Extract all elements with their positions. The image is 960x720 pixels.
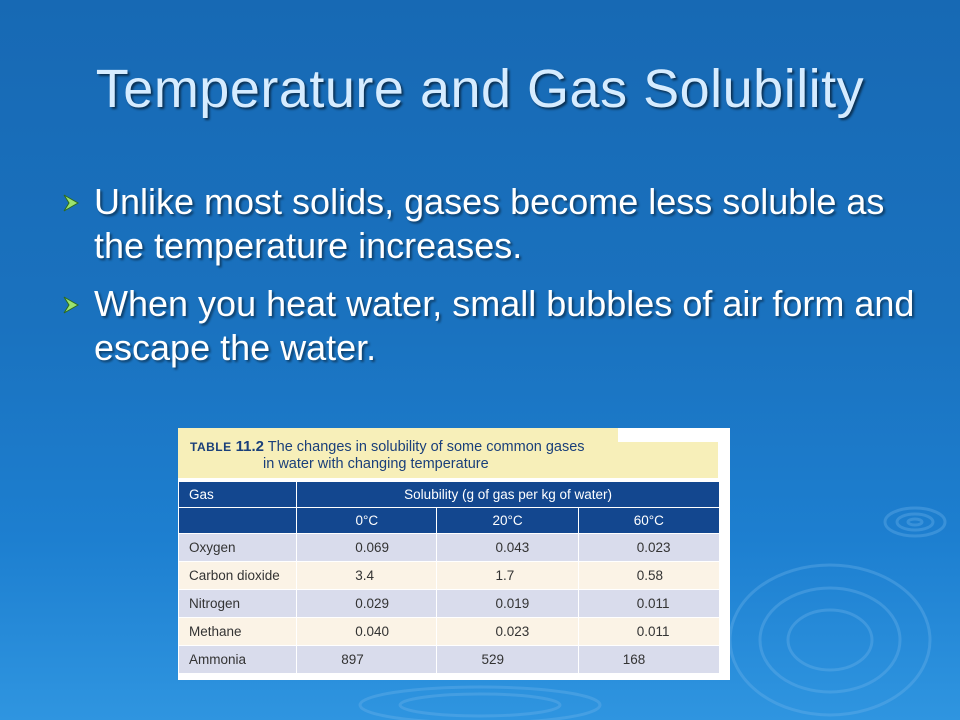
value-60c: 0.023	[578, 534, 719, 562]
solubility-table	[178, 481, 720, 674]
value-60c: 0.011	[578, 618, 719, 646]
value-0c: 0.029	[297, 590, 437, 618]
gas-name: Nitrogen	[179, 590, 297, 618]
arrow-bullet-icon	[60, 294, 82, 316]
caption-line-2: in water with changing temperature	[263, 456, 489, 472]
table-row	[179, 562, 720, 590]
solubility-table-figure	[178, 428, 730, 680]
table-row	[179, 646, 720, 674]
value-20c: 1.7	[437, 562, 578, 590]
bullet-list	[60, 180, 930, 384]
gas-name: Oxygen	[179, 534, 297, 562]
value-60c: 168	[578, 646, 719, 674]
header-gas: Gas	[179, 482, 297, 508]
header-temp-60: 60°C	[578, 508, 719, 534]
bullet-item	[60, 282, 930, 370]
gas-name: Ammonia	[179, 646, 297, 674]
arrow-bullet-icon	[60, 192, 82, 214]
table-label: TABLE	[190, 440, 232, 454]
bullet-text: Unlike most solids, gases become less soluble as the temperature increases.	[94, 181, 885, 266]
header-temp-20: 20°C	[437, 508, 578, 534]
table-number: 11.2	[235, 438, 265, 455]
table-row	[179, 590, 720, 618]
bullet-text: When you heat water, small bubbles of air form and escape the water.	[94, 283, 915, 368]
header-temp-0: 0°C	[297, 508, 437, 534]
value-20c: 0.043	[437, 534, 578, 562]
value-60c: 0.58	[578, 562, 719, 590]
gas-name: Carbon dioxide	[179, 562, 297, 590]
value-0c: 0.040	[297, 618, 437, 646]
value-20c: 529	[437, 646, 578, 674]
table-row	[179, 534, 720, 562]
slide-title: Temperature and Gas Solubility	[95, 59, 865, 119]
gas-name: Methane	[179, 618, 297, 646]
table-caption	[190, 438, 620, 473]
table-row	[179, 618, 720, 646]
caption-line-1: The changes in solubility of some common gases	[267, 439, 585, 455]
value-0c: 0.069	[297, 534, 437, 562]
value-20c: 0.023	[437, 618, 578, 646]
value-0c: 897	[297, 646, 437, 674]
value-60c: 0.011	[578, 590, 719, 618]
value-0c: 3.4	[297, 562, 437, 590]
bullet-item	[60, 180, 930, 268]
header-solubility: Solubility (g of gas per kg of water)	[297, 482, 720, 508]
value-20c: 0.019	[437, 590, 578, 618]
